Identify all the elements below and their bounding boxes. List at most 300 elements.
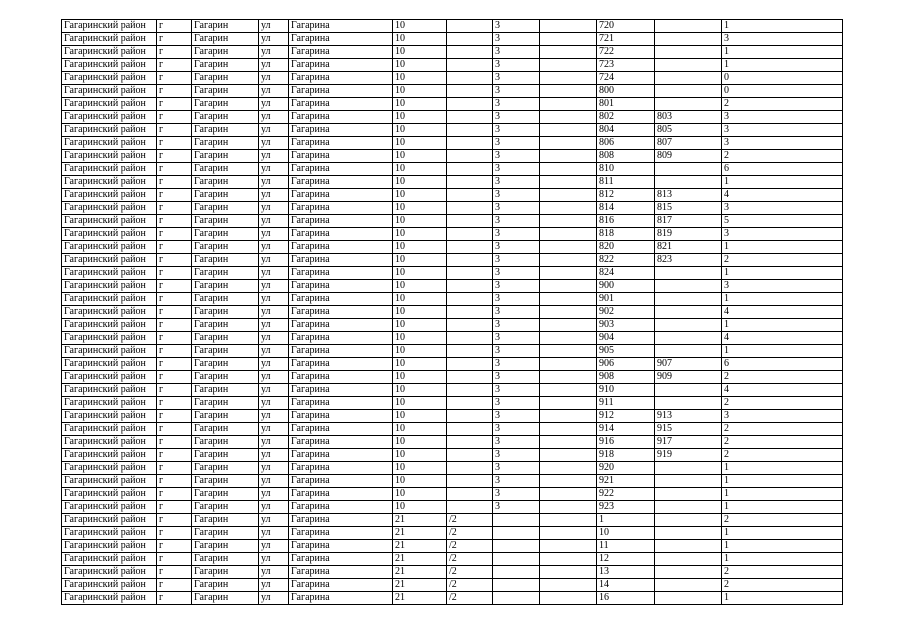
- cell-street: Гагарина: [289, 553, 393, 566]
- table-row: [62, 553, 843, 566]
- cell-count: 1: [722, 345, 843, 358]
- cell-apartment-extra: [655, 319, 722, 332]
- cell-house: 10: [393, 488, 447, 501]
- cell-unused: [540, 540, 597, 553]
- cell-unused: [540, 254, 597, 267]
- cell-apartment: 10: [597, 527, 655, 540]
- table-row: [62, 306, 843, 319]
- cell-apartment-extra: [655, 579, 722, 592]
- cell-unused: [540, 72, 597, 85]
- cell-district: Гагаринский район: [62, 163, 157, 176]
- cell-settlement: Гагарин: [192, 579, 259, 592]
- cell-unused: [540, 566, 597, 579]
- cell-apartment: 822: [597, 254, 655, 267]
- cell-house: 10: [393, 137, 447, 150]
- cell-house-fraction: /2: [447, 514, 493, 527]
- cell-house-fraction: [447, 423, 493, 436]
- cell-count: 1: [722, 592, 843, 605]
- cell-settlement-type: г: [157, 124, 192, 137]
- cell-street-type: ул: [259, 33, 289, 46]
- cell-apartment: 908: [597, 371, 655, 384]
- cell-building: 3: [493, 358, 540, 371]
- cell-apartment: 905: [597, 345, 655, 358]
- cell-building: 3: [493, 397, 540, 410]
- table-row: [62, 215, 843, 228]
- cell-settlement-type: г: [157, 189, 192, 202]
- cell-settlement: Гагарин: [192, 553, 259, 566]
- cell-settlement-type: г: [157, 345, 192, 358]
- cell-house: 10: [393, 501, 447, 514]
- cell-settlement: Гагарин: [192, 462, 259, 475]
- cell-street-type: ул: [259, 501, 289, 514]
- cell-settlement: Гагарин: [192, 592, 259, 605]
- cell-street-type: ул: [259, 488, 289, 501]
- cell-house: 21: [393, 553, 447, 566]
- cell-street: Гагарина: [289, 241, 393, 254]
- cell-settlement-type: г: [157, 280, 192, 293]
- cell-settlement-type: г: [157, 46, 192, 59]
- cell-house: 10: [393, 449, 447, 462]
- cell-house-fraction: [447, 397, 493, 410]
- cell-district: Гагаринский район: [62, 176, 157, 189]
- cell-district: Гагаринский район: [62, 514, 157, 527]
- cell-house: 10: [393, 332, 447, 345]
- cell-house: 10: [393, 241, 447, 254]
- cell-house: 10: [393, 228, 447, 241]
- cell-district: Гагаринский район: [62, 20, 157, 33]
- cell-apartment-extra: 823: [655, 254, 722, 267]
- cell-street: Гагарина: [289, 501, 393, 514]
- cell-settlement: Гагарин: [192, 345, 259, 358]
- cell-house: 21: [393, 540, 447, 553]
- cell-apartment: 820: [597, 241, 655, 254]
- cell-apartment: 923: [597, 501, 655, 514]
- table-row: [62, 124, 843, 137]
- cell-unused: [540, 85, 597, 98]
- cell-house-fraction: [447, 85, 493, 98]
- cell-house-fraction: [447, 137, 493, 150]
- cell-apartment-extra: 805: [655, 124, 722, 137]
- cell-apartment-extra: [655, 33, 722, 46]
- cell-apartment: 906: [597, 358, 655, 371]
- table-row: [62, 449, 843, 462]
- cell-apartment-extra: [655, 20, 722, 33]
- cell-settlement-type: г: [157, 241, 192, 254]
- cell-settlement: Гагарин: [192, 332, 259, 345]
- cell-settlement: Гагарин: [192, 436, 259, 449]
- cell-apartment: 900: [597, 280, 655, 293]
- cell-street-type: ул: [259, 371, 289, 384]
- cell-house: 10: [393, 345, 447, 358]
- cell-settlement: Гагарин: [192, 137, 259, 150]
- cell-street-type: ул: [259, 150, 289, 163]
- cell-house-fraction: [447, 111, 493, 124]
- cell-building: 3: [493, 98, 540, 111]
- cell-apartment: 921: [597, 475, 655, 488]
- cell-count: 1: [722, 46, 843, 59]
- table-row: [62, 59, 843, 72]
- cell-house-fraction: [447, 475, 493, 488]
- cell-building: 3: [493, 475, 540, 488]
- cell-apartment: 920: [597, 462, 655, 475]
- cell-apartment: 914: [597, 423, 655, 436]
- cell-street: Гагарина: [289, 267, 393, 280]
- cell-unused: [540, 150, 597, 163]
- cell-street: Гагарина: [289, 85, 393, 98]
- cell-settlement: Гагарин: [192, 111, 259, 124]
- cell-street: Гагарина: [289, 579, 393, 592]
- cell-house: 10: [393, 384, 447, 397]
- cell-settlement: Гагарин: [192, 475, 259, 488]
- cell-house: 10: [393, 72, 447, 85]
- cell-unused: [540, 423, 597, 436]
- cell-count: 6: [722, 358, 843, 371]
- cell-unused: [540, 280, 597, 293]
- cell-count: 2: [722, 98, 843, 111]
- cell-count: 4: [722, 332, 843, 345]
- cell-district: Гагаринский район: [62, 358, 157, 371]
- cell-house: 10: [393, 397, 447, 410]
- cell-house-fraction: [447, 293, 493, 306]
- cell-unused: [540, 111, 597, 124]
- cell-house: 10: [393, 163, 447, 176]
- cell-settlement-type: г: [157, 514, 192, 527]
- cell-district: Гагаринский район: [62, 202, 157, 215]
- cell-house-fraction: [447, 384, 493, 397]
- cell-street: Гагарина: [289, 33, 393, 46]
- cell-settlement-type: г: [157, 332, 192, 345]
- cell-street: Гагарина: [289, 293, 393, 306]
- table-row: [62, 293, 843, 306]
- cell-apartment: 812: [597, 189, 655, 202]
- cell-district: Гагаринский район: [62, 137, 157, 150]
- cell-apartment-extra: 917: [655, 436, 722, 449]
- cell-count: 4: [722, 384, 843, 397]
- cell-apartment: 1: [597, 514, 655, 527]
- cell-street: Гагарина: [289, 371, 393, 384]
- cell-count: 3: [722, 111, 843, 124]
- cell-apartment-extra: 809: [655, 150, 722, 163]
- cell-apartment-extra: [655, 566, 722, 579]
- cell-district: Гагаринский район: [62, 488, 157, 501]
- cell-unused: [540, 501, 597, 514]
- cell-house-fraction: [447, 46, 493, 59]
- cell-house-fraction: [447, 436, 493, 449]
- cell-house-fraction: [447, 33, 493, 46]
- cell-settlement: Гагарин: [192, 527, 259, 540]
- cell-building: [493, 579, 540, 592]
- cell-building: 3: [493, 111, 540, 124]
- cell-building: [493, 527, 540, 540]
- cell-count: 2: [722, 436, 843, 449]
- table-row: [62, 111, 843, 124]
- cell-settlement-type: г: [157, 72, 192, 85]
- cell-settlement: Гагарин: [192, 410, 259, 423]
- cell-street-type: ул: [259, 319, 289, 332]
- cell-settlement-type: г: [157, 215, 192, 228]
- cell-house: 10: [393, 475, 447, 488]
- cell-house-fraction: [447, 59, 493, 72]
- cell-settlement-type: г: [157, 319, 192, 332]
- cell-settlement: Гагарин: [192, 33, 259, 46]
- cell-count: 3: [722, 202, 843, 215]
- cell-count: 4: [722, 306, 843, 319]
- cell-count: 6: [722, 163, 843, 176]
- cell-apartment-extra: 821: [655, 241, 722, 254]
- table-row: [62, 488, 843, 501]
- cell-house: 10: [393, 423, 447, 436]
- cell-apartment-extra: [655, 176, 722, 189]
- table-row: [62, 319, 843, 332]
- table-row: [62, 579, 843, 592]
- cell-count: 2: [722, 449, 843, 462]
- cell-settlement: Гагарин: [192, 540, 259, 553]
- cell-settlement-type: г: [157, 111, 192, 124]
- cell-settlement-type: г: [157, 397, 192, 410]
- cell-street-type: ул: [259, 85, 289, 98]
- cell-district: Гагаринский район: [62, 436, 157, 449]
- cell-settlement-type: г: [157, 150, 192, 163]
- cell-settlement: Гагарин: [192, 202, 259, 215]
- cell-settlement-type: г: [157, 501, 192, 514]
- cell-house-fraction: /2: [447, 579, 493, 592]
- cell-building: 3: [493, 254, 540, 267]
- cell-district: Гагаринский район: [62, 293, 157, 306]
- cell-house-fraction: [447, 228, 493, 241]
- cell-apartment-extra: [655, 514, 722, 527]
- cell-unused: [540, 306, 597, 319]
- cell-apartment-extra: [655, 462, 722, 475]
- cell-unused: [540, 358, 597, 371]
- table-row: [62, 267, 843, 280]
- cell-house: 10: [393, 176, 447, 189]
- cell-district: Гагаринский район: [62, 462, 157, 475]
- cell-unused: [540, 319, 597, 332]
- cell-house-fraction: [447, 202, 493, 215]
- cell-count: 3: [722, 33, 843, 46]
- cell-apartment-extra: 815: [655, 202, 722, 215]
- cell-street-type: ул: [259, 202, 289, 215]
- cell-building: [493, 540, 540, 553]
- cell-house-fraction: [447, 163, 493, 176]
- cell-building: 3: [493, 436, 540, 449]
- cell-settlement: Гагарин: [192, 267, 259, 280]
- cell-house: 10: [393, 462, 447, 475]
- cell-street: Гагарина: [289, 98, 393, 111]
- cell-house: 10: [393, 410, 447, 423]
- cell-building: 3: [493, 163, 540, 176]
- cell-apartment-extra: [655, 306, 722, 319]
- cell-street-type: ул: [259, 410, 289, 423]
- cell-street-type: ул: [259, 306, 289, 319]
- cell-count: 1: [722, 319, 843, 332]
- table-body: [62, 20, 843, 605]
- cell-count: 1: [722, 20, 843, 33]
- cell-apartment-extra: [655, 475, 722, 488]
- cell-apartment-extra: 915: [655, 423, 722, 436]
- cell-street: Гагарина: [289, 449, 393, 462]
- cell-house: 10: [393, 293, 447, 306]
- cell-unused: [540, 293, 597, 306]
- table-row: [62, 98, 843, 111]
- cell-house-fraction: [447, 332, 493, 345]
- cell-district: Гагаринский район: [62, 371, 157, 384]
- cell-street: Гагарина: [289, 228, 393, 241]
- cell-count: 1: [722, 267, 843, 280]
- cell-street-type: ул: [259, 137, 289, 150]
- cell-settlement-type: г: [157, 436, 192, 449]
- cell-settlement-type: г: [157, 267, 192, 280]
- cell-street: Гагарина: [289, 410, 393, 423]
- cell-house-fraction: [447, 20, 493, 33]
- cell-settlement-type: г: [157, 358, 192, 371]
- table-row: [62, 33, 843, 46]
- cell-apartment-extra: 913: [655, 410, 722, 423]
- cell-building: 3: [493, 189, 540, 202]
- cell-street-type: ул: [259, 98, 289, 111]
- cell-apartment-extra: [655, 488, 722, 501]
- cell-settlement: Гагарин: [192, 566, 259, 579]
- cell-unused: [540, 345, 597, 358]
- cell-street-type: ул: [259, 280, 289, 293]
- cell-count: 1: [722, 176, 843, 189]
- cell-settlement-type: г: [157, 449, 192, 462]
- cell-apartment: 722: [597, 46, 655, 59]
- cell-unused: [540, 514, 597, 527]
- cell-district: Гагаринский район: [62, 267, 157, 280]
- cell-building: [493, 592, 540, 605]
- table-row: [62, 228, 843, 241]
- cell-apartment: 824: [597, 267, 655, 280]
- table-row: [62, 358, 843, 371]
- cell-street: Гагарина: [289, 566, 393, 579]
- cell-apartment-extra: 817: [655, 215, 722, 228]
- cell-apartment: 16: [597, 592, 655, 605]
- cell-street: Гагарина: [289, 488, 393, 501]
- cell-apartment-extra: [655, 59, 722, 72]
- cell-settlement: Гагарин: [192, 72, 259, 85]
- table-row: [62, 371, 843, 384]
- cell-unused: [540, 384, 597, 397]
- cell-settlement-type: г: [157, 553, 192, 566]
- cell-building: 3: [493, 20, 540, 33]
- cell-unused: [540, 33, 597, 46]
- cell-apartment: 802: [597, 111, 655, 124]
- cell-apartment: 916: [597, 436, 655, 449]
- cell-settlement: Гагарин: [192, 163, 259, 176]
- cell-district: Гагаринский район: [62, 319, 157, 332]
- cell-apartment-extra: [655, 527, 722, 540]
- cell-street-type: ул: [259, 20, 289, 33]
- cell-unused: [540, 462, 597, 475]
- cell-street: Гагарина: [289, 462, 393, 475]
- cell-street-type: ул: [259, 566, 289, 579]
- cell-apartment-extra: [655, 592, 722, 605]
- cell-count: 1: [722, 501, 843, 514]
- cell-house-fraction: [447, 280, 493, 293]
- cell-house: 10: [393, 124, 447, 137]
- cell-unused: [540, 436, 597, 449]
- cell-building: 3: [493, 449, 540, 462]
- cell-count: 5: [722, 215, 843, 228]
- cell-house: 21: [393, 592, 447, 605]
- cell-apartment: 11: [597, 540, 655, 553]
- cell-building: 3: [493, 150, 540, 163]
- cell-apartment: 811: [597, 176, 655, 189]
- cell-street-type: ул: [259, 267, 289, 280]
- cell-count: 2: [722, 397, 843, 410]
- cell-house: 21: [393, 527, 447, 540]
- cell-apartment: 800: [597, 85, 655, 98]
- cell-house-fraction: [447, 150, 493, 163]
- cell-house: 10: [393, 215, 447, 228]
- cell-settlement-type: г: [157, 579, 192, 592]
- cell-apartment: 720: [597, 20, 655, 33]
- cell-district: Гагаринский район: [62, 72, 157, 85]
- cell-apartment-extra: 919: [655, 449, 722, 462]
- cell-house: 10: [393, 436, 447, 449]
- cell-apartment: 814: [597, 202, 655, 215]
- cell-unused: [540, 371, 597, 384]
- table-row: [62, 20, 843, 33]
- cell-house-fraction: [447, 371, 493, 384]
- cell-settlement-type: г: [157, 254, 192, 267]
- cell-house-fraction: [447, 449, 493, 462]
- cell-street: Гагарина: [289, 150, 393, 163]
- table-row: [62, 176, 843, 189]
- cell-street-type: ул: [259, 111, 289, 124]
- cell-district: Гагаринский район: [62, 215, 157, 228]
- cell-district: Гагаринский район: [62, 501, 157, 514]
- cell-building: 3: [493, 176, 540, 189]
- cell-district: Гагаринский район: [62, 280, 157, 293]
- cell-building: 3: [493, 423, 540, 436]
- cell-settlement-type: г: [157, 410, 192, 423]
- cell-street-type: ул: [259, 397, 289, 410]
- cell-settlement: Гагарин: [192, 20, 259, 33]
- cell-unused: [540, 397, 597, 410]
- cell-district: Гагаринский район: [62, 384, 157, 397]
- cell-building: 3: [493, 228, 540, 241]
- cell-count: 3: [722, 410, 843, 423]
- cell-apartment: 922: [597, 488, 655, 501]
- cell-district: Гагаринский район: [62, 397, 157, 410]
- cell-settlement: Гагарин: [192, 449, 259, 462]
- cell-settlement-type: г: [157, 592, 192, 605]
- table-row: [62, 163, 843, 176]
- cell-house: 10: [393, 306, 447, 319]
- cell-street: Гагарина: [289, 111, 393, 124]
- cell-street: Гагарина: [289, 332, 393, 345]
- cell-street: Гагарина: [289, 72, 393, 85]
- cell-unused: [540, 163, 597, 176]
- cell-street: Гагарина: [289, 306, 393, 319]
- cell-house-fraction: /2: [447, 540, 493, 553]
- cell-settlement-type: г: [157, 163, 192, 176]
- cell-apartment: 912: [597, 410, 655, 423]
- cell-street: Гагарина: [289, 176, 393, 189]
- cell-apartment-extra: [655, 540, 722, 553]
- cell-count: 3: [722, 124, 843, 137]
- cell-street: Гагарина: [289, 202, 393, 215]
- cell-settlement-type: г: [157, 488, 192, 501]
- cell-street-type: ул: [259, 189, 289, 202]
- cell-street-type: ул: [259, 293, 289, 306]
- cell-street-type: ул: [259, 462, 289, 475]
- table-row: [62, 436, 843, 449]
- cell-district: Гагаринский район: [62, 98, 157, 111]
- cell-house: 10: [393, 20, 447, 33]
